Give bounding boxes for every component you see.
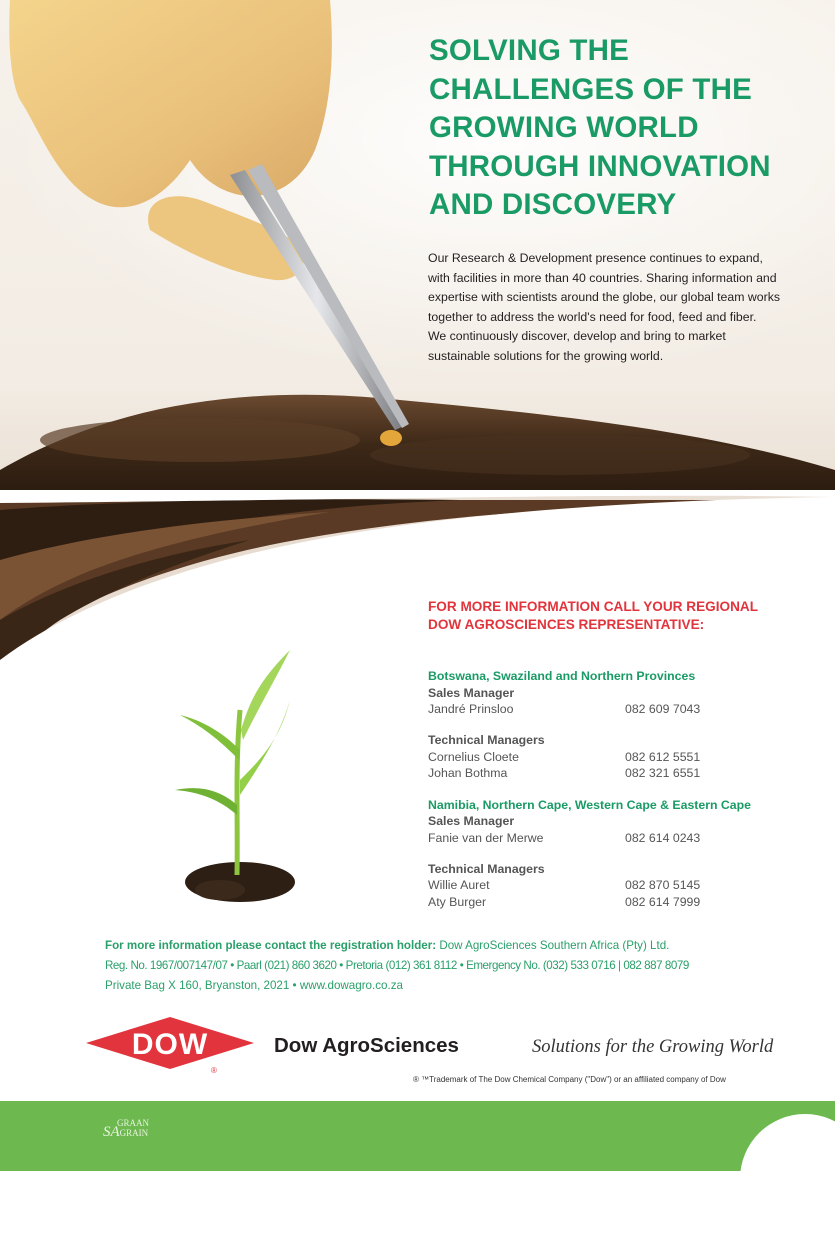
address-line[interactable]: Private Bag X 160, Bryanston, 2021 • www.dowagro.co.za: [105, 978, 403, 992]
registration-numbers: Reg. No. 1967/007147/07 • Paarl (021) 860 3620 • Pretoria (012) 361 8112 • Emergency No. (032) 533 0716 | 082 887 8079: [105, 958, 689, 972]
role-label: Sales Manager: [428, 814, 515, 828]
role-label: Technical Managers: [428, 733, 545, 747]
intro-line: expertise with scientists around the globe, our global team works: [428, 290, 781, 305]
brand-name: Dow AgroSciences: [274, 1034, 459, 1057]
callout-line: FOR MORE INFORMATION CALL YOUR REGIONAL: [428, 599, 759, 614]
dow-logo-registered: ®: [211, 1066, 217, 1075]
registration-holder-line: [105, 936, 825, 956]
contact-phone[interactable]: 082 870 5145: [625, 878, 701, 892]
seedling-illustration: [140, 620, 340, 920]
dow-diamond-logo[interactable]: [86, 1017, 254, 1077]
registration-holder: Dow AgroSciences Southern Africa (Pty) Ltd.: [436, 939, 670, 952]
contact-phone[interactable]: 082 609 7043: [625, 702, 701, 716]
contact-name: Johan Bothma: [428, 766, 508, 780]
trademark-note: ® ™Trademark of The Dow Chemical Company ("Dow") or an affiliated company of Dow: [413, 1075, 726, 1084]
contact-name: Aty Burger: [428, 894, 487, 909]
intro-line: together to address the world's need for food, feed and fiber.: [428, 309, 757, 324]
contact-phone[interactable]: 082 321 6551: [625, 766, 701, 780]
role-label: Technical Managers: [428, 861, 545, 876]
contact-callout: [428, 598, 828, 634]
tagline: Solutions for the Growing World: [532, 1037, 774, 1057]
intro-line: We continuously discover, develop and bring to market: [428, 329, 726, 344]
intro-line: with facilities in more than 40 countries. Sharing information and: [428, 270, 777, 285]
intro-paragraph: [428, 249, 828, 367]
contact-phone[interactable]: 082 612 5551: [625, 749, 701, 764]
headline-line: AND DISCOVERY: [429, 188, 677, 221]
region-heading: Namibia, Northern Cape, Western Cape & Eastern Cape: [428, 797, 751, 812]
contact-row: [428, 830, 828, 847]
headline-line: THROUGH INNOVATION: [429, 149, 771, 183]
contact-phone[interactable]: 082 614 7999: [625, 894, 701, 909]
logo-line-graan: GRAAN: [117, 1118, 150, 1128]
dow-logo-text: DOW: [131, 1028, 209, 1061]
headline: [429, 32, 829, 225]
intro-line: sustainable solutions for the growing world.: [428, 348, 664, 363]
headline-line: CHALLENGES OF THE: [429, 72, 752, 106]
registration-lead: For more information please contact the registration holder:: [105, 939, 437, 952]
contacts-list: [428, 668, 828, 910]
contact-row: [428, 701, 828, 718]
registration-info: [105, 936, 825, 995]
region-heading: Botswana, Swaziland and Northern Provinces: [428, 669, 696, 683]
contact-phone[interactable]: 082 614 0243: [625, 830, 701, 845]
headline-line: GROWING WORLD: [429, 111, 699, 144]
intro-line: Our Research & Development presence continues to expand,: [428, 251, 763, 265]
logo-line-grain: GRAIN: [119, 1128, 149, 1138]
contact-name: Cornelius Cloete: [428, 749, 519, 764]
contact-name: Jandré Prinsloo: [428, 702, 514, 716]
callout-line: DOW AGROSCIENCES REPRESENTATIVE:: [428, 617, 705, 632]
sa-grain-logo: [103, 1119, 149, 1138]
headline-line: SOLVING THE: [429, 34, 629, 67]
contact-row: [428, 877, 828, 894]
contact-row: [428, 749, 828, 766]
logo-prefix: SA: [103, 1124, 120, 1140]
contact-name: Willie Auret: [428, 878, 490, 892]
contact-name: Fanie van der Merwe: [428, 830, 544, 845]
contact-row: [428, 765, 828, 782]
contact-row: [428, 894, 828, 911]
role-label: Sales Manager: [428, 685, 515, 700]
